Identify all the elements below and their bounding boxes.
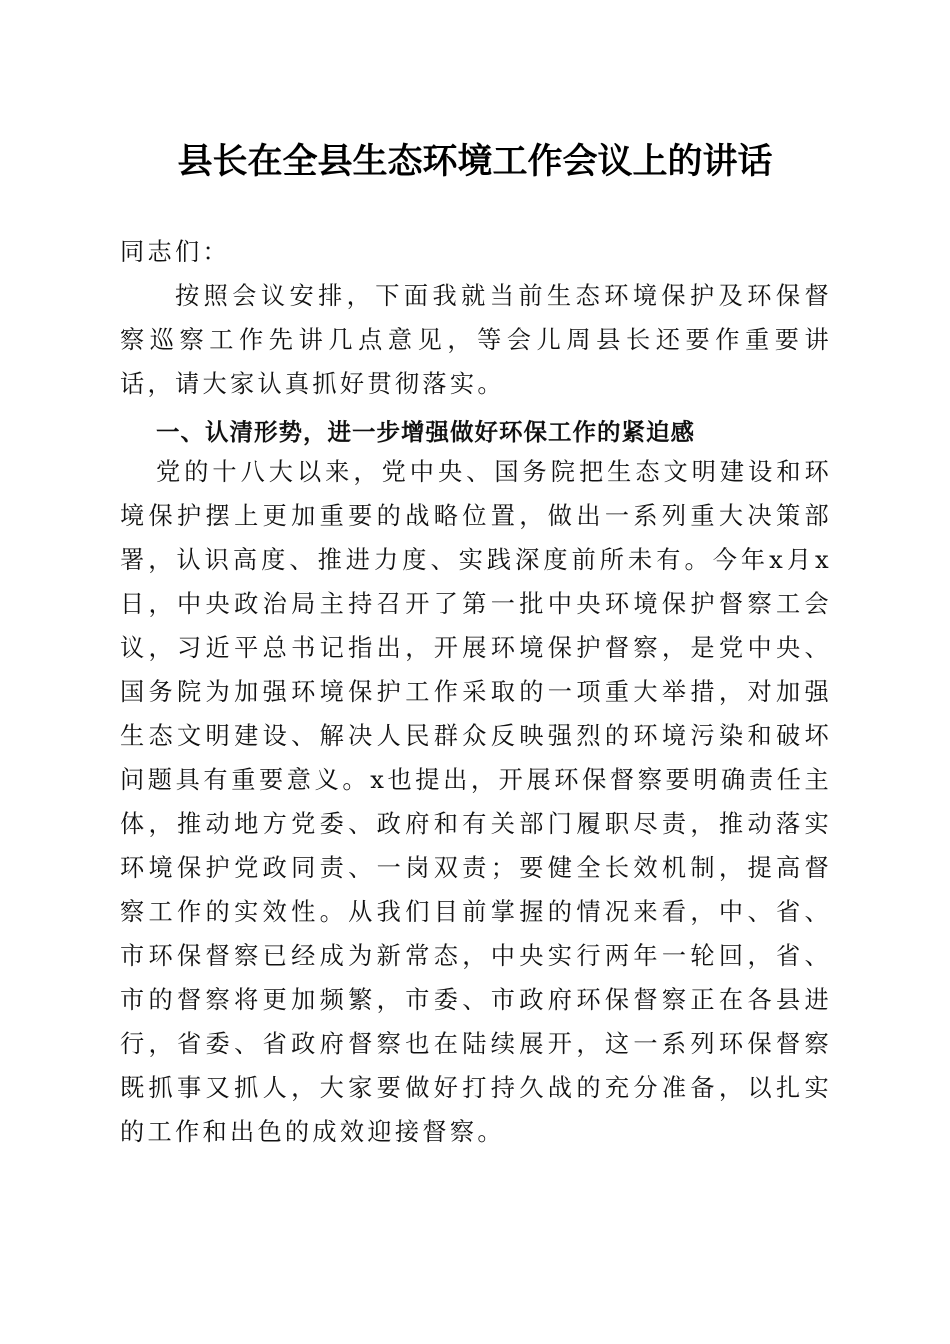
page-title: 县长在全县生态环境工作会议上的讲话 <box>177 141 773 182</box>
section-heading-1: 一、认清形势，进一步增强做好环保工作的紧迫感 <box>156 418 695 446</box>
salutation: 同志们： <box>120 238 230 266</box>
paragraph-section-1: 党的十八大以来，党中央、国务院把生态文明建设和环境保护摆上更加重要的战略位置，做出一系列重大决策部署，认识高度、推进力度、实践深度前所未有。今年x月x日，中央政治局主持召开了第一批中央环境保护督察工会议，习近平总书记指出，开展环境保护督察，是党中央、国务院为加强环境保护工作采取的一项重大举措，对加强生态文明建设、解决人民群众反映强烈的环境污染和破坏问题具有重要意义。x也提出，开展环保督察要明确责任主体，推动地方党委、政府和有关部门履职尽责，推动落实环境保护党政同责、一岗双责；要健全长效机制，提高督察工作的实效性。从我们目前掌握的情况来看，中、省、市环保督察已经成为新常态，中央实行两年一轮回，省、市的督察将更加频繁，市委、市政府环保督察正在各县进行，省委、省政府督察也在陆续展开，这一系列环保督察既抓事又抓人，大家要做好打持久战的充分准备，以扎实的工作和出色的成效迎接督察。 <box>120 458 832 1146</box>
paragraph-intro: 按照会议安排，下面我就当前生态环境保护及环保督察巡察工作先讲几点意见，等会儿周县长还要作重要讲话，请大家认真抓好贯彻落实。 <box>120 282 832 398</box>
